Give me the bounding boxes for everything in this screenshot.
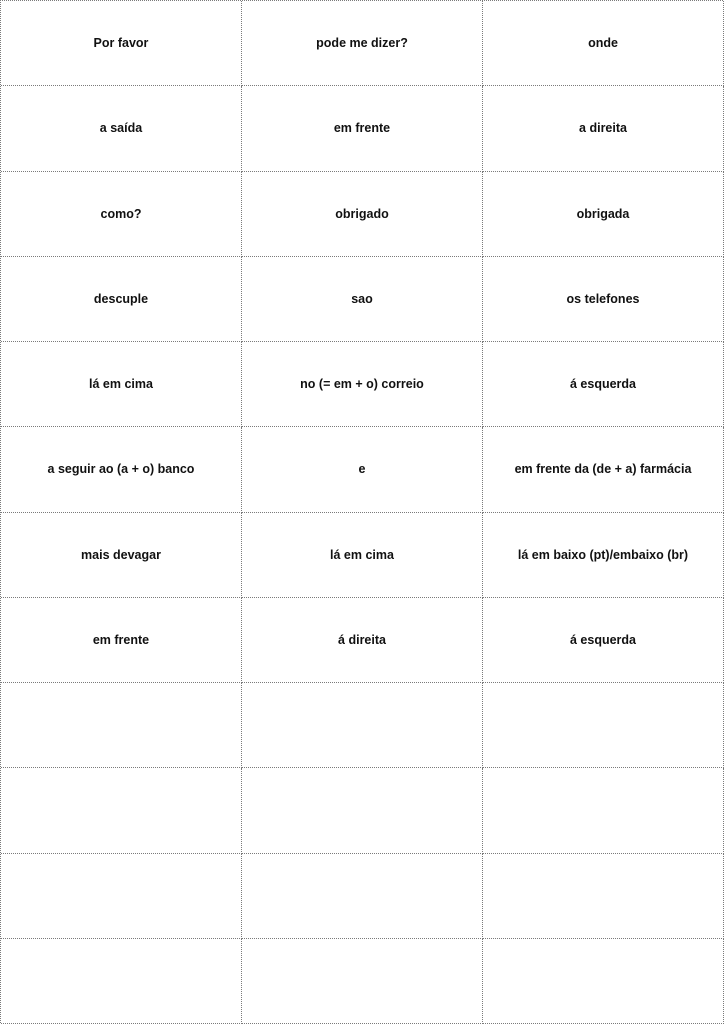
card: em frente da (de + a) farmácia <box>483 427 724 512</box>
empty-card <box>1 854 242 939</box>
card: como? <box>1 172 242 257</box>
card: a direita <box>483 86 724 171</box>
empty-card <box>1 768 242 853</box>
card: a seguir ao (a + o) banco <box>1 427 242 512</box>
empty-card <box>483 854 724 939</box>
card: obrigada <box>483 172 724 257</box>
card: á direita <box>242 598 483 683</box>
empty-card <box>483 939 724 1024</box>
card: descuple <box>1 257 242 342</box>
card: Por favor <box>1 1 242 86</box>
card: lá em baixo (pt)/embaixo (br) <box>483 513 724 598</box>
card: sao <box>242 257 483 342</box>
card: em frente <box>1 598 242 683</box>
card: a saída <box>1 86 242 171</box>
empty-card <box>242 854 483 939</box>
empty-card <box>242 939 483 1024</box>
empty-card <box>1 683 242 768</box>
empty-card <box>1 939 242 1024</box>
empty-card <box>242 683 483 768</box>
card: no (= em + o) correio <box>242 342 483 427</box>
card: onde <box>483 1 724 86</box>
card: pode me dizer? <box>242 1 483 86</box>
card: lá em cima <box>242 513 483 598</box>
empty-card <box>483 768 724 853</box>
empty-card <box>242 768 483 853</box>
card: obrigado <box>242 172 483 257</box>
card: lá em cima <box>1 342 242 427</box>
card: em frente <box>242 86 483 171</box>
card: os telefones <box>483 257 724 342</box>
card: e <box>242 427 483 512</box>
card: á esquerda <box>483 598 724 683</box>
empty-card <box>483 683 724 768</box>
card: mais devagar <box>1 513 242 598</box>
card: á esquerda <box>483 342 724 427</box>
